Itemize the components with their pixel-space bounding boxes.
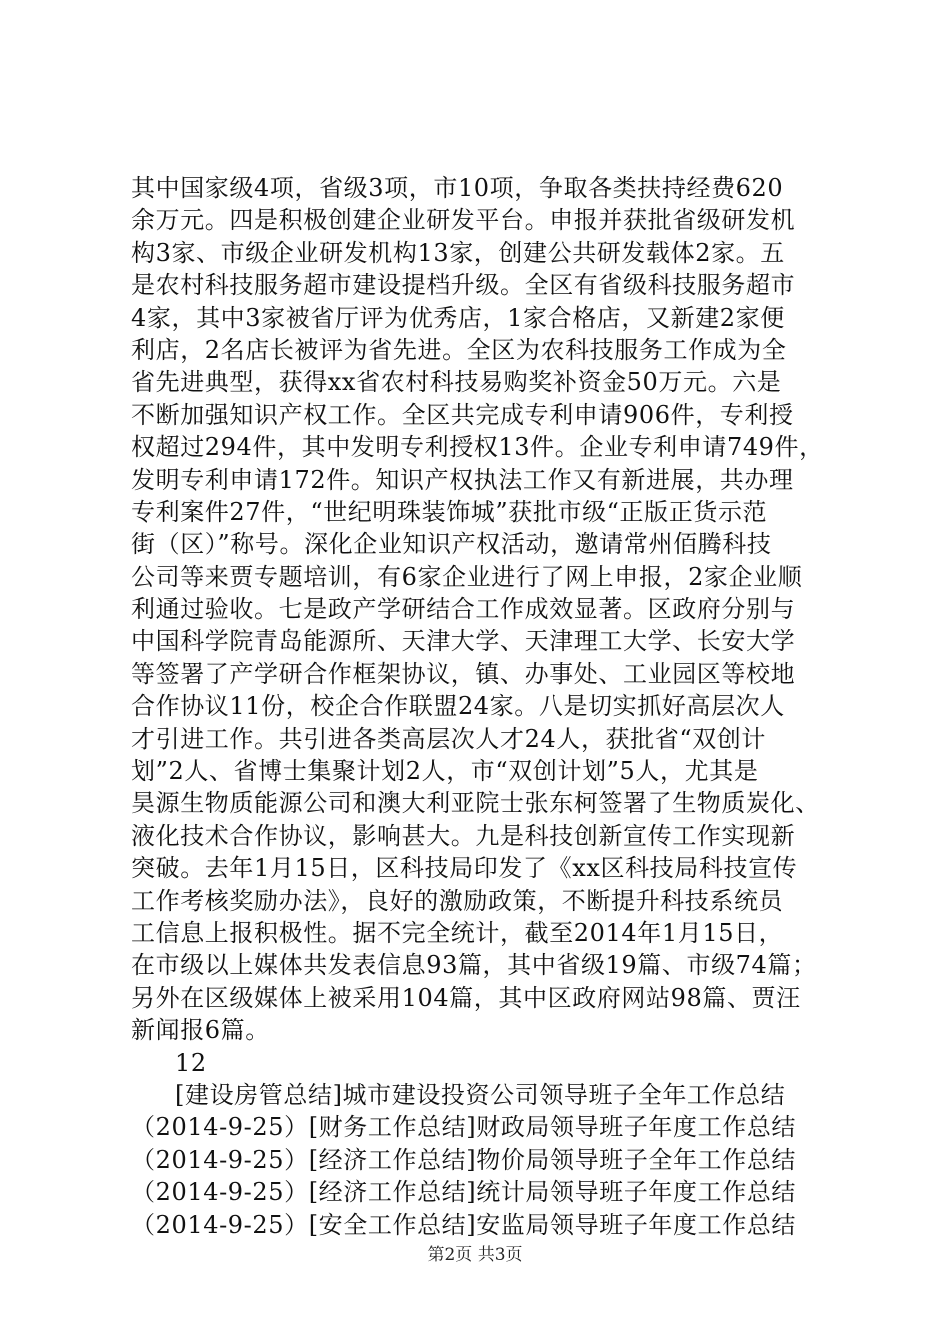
paragraph-line: 新闻报6篇。 <box>131 1016 270 1045</box>
paragraph-line: 利通过验收。七是政产学研结合工作成效显著。区政府分别与 <box>131 595 796 624</box>
paragraph-line: 街（区）”称号。深化企业知识产权活动，邀请常州佰腾科技 <box>131 530 772 559</box>
paragraph-line: 专利案件27件，“世纪明珠装饰城”获批市级“正版正货示范 <box>131 497 768 526</box>
paragraph-line: 中国科学院青岛能源所、天津大学、天津理工大学、长安大学 <box>131 627 796 656</box>
paragraph-line: 划”2人、省博士集聚计划2人，市“双创计划”5人，尤其是 <box>131 757 759 786</box>
paragraph-line: 构3家、市级企业研发机构13家，创建公共研发载体2家。五 <box>131 238 785 267</box>
paragraph-line: 昊源生物质能源公司和澳大利亚院士张东柯签署了生物质炭化、 <box>131 789 820 818</box>
paragraph-line: 等签署了产学研合作框架协议，镇、办事处、工业园区等校地 <box>131 659 796 688</box>
body-text <box>131 172 826 1241</box>
paragraph-line: 省先进典型，获得xx省农村科技易购奖补资金50万元。六是 <box>131 368 782 397</box>
related-article-link[interactable]: [建设房管总结]城市建设投资公司领导班子全年工作总结 <box>175 1080 786 1109</box>
paragraph-line: 余万元。四是积极创建企业研发平台。申报并获批省级研发机 <box>131 206 796 235</box>
paragraph-line: 液化技术合作协议，影响甚大。九是科技创新宣传工作实现新 <box>131 821 796 850</box>
paragraph-line: 工信息上报积极性。据不完全统计，截至2014年1月15日， <box>131 918 784 947</box>
related-article-link[interactable]: （2014-9-25）[经济工作总结]统计局领导班子年度工作总结 <box>131 1178 797 1207</box>
paragraph-line: 其中国家级4项，省级3项，市10项，争取各类扶持经费620 <box>131 174 784 202</box>
number-line: 12 <box>175 1048 207 1077</box>
paragraph-line: 才引进工作。共引进各类高层次人才24人，获批省“双创计 <box>131 724 767 753</box>
paragraph-line: 公司等来贾专题培训，有6家企业进行了网上申报，2家企业顺 <box>131 562 803 591</box>
paragraph-line: 是农村科技服务超市建设提档升级。全区有省级科技服务超市 <box>131 271 796 300</box>
paragraph-line: 在市级以上媒体共发表信息93篇，其中省级19篇、市级74篇； <box>131 951 817 980</box>
paragraph-line: 发明专利申请172件。知识产权执法工作又有新进展，共办理 <box>131 465 794 494</box>
paragraph-line: 工作考核奖励办法》，良好的激励政策，不断提升科技系统员 <box>131 886 784 915</box>
paragraph-line: 权超过294件，其中发明专利授权13件。企业专利申请749件， <box>131 433 824 462</box>
paragraph-line: 不断加强知识产权工作。全区共完成专利申请906件，专利授 <box>131 400 794 429</box>
related-article-link[interactable]: （2014-9-25）[财务工作总结]财政局领导班子年度工作总结 <box>131 1113 797 1142</box>
related-article-link[interactable]: （2014-9-25）[安全工作总结]安监局领导班子年度工作总结 <box>131 1210 797 1239</box>
paragraph-line: 合作协议11份，校企合作联盟24家。八是切实抓好高层次人 <box>131 692 785 721</box>
page-footer: 第2页 共3页 <box>427 1245 523 1265</box>
paragraph-line: 4家，其中3家被省厅评为优秀店，1家合格店，又新建2家便 <box>131 303 785 332</box>
paragraph-line: 利店，2名店长被评为省先进。全区为农科技服务工作成为全 <box>131 335 787 364</box>
paragraph-line: 另外在区级媒体上被采用104篇，其中区政府网站98篇、贾汪 <box>131 983 801 1012</box>
paragraph-line: 突破。去年1月15日，区科技局印发了《xx区科技局科技宣传 <box>131 854 798 883</box>
related-article-link[interactable]: （2014-9-25）[经济工作总结]物价局领导班子全年工作总结 <box>131 1145 797 1174</box>
